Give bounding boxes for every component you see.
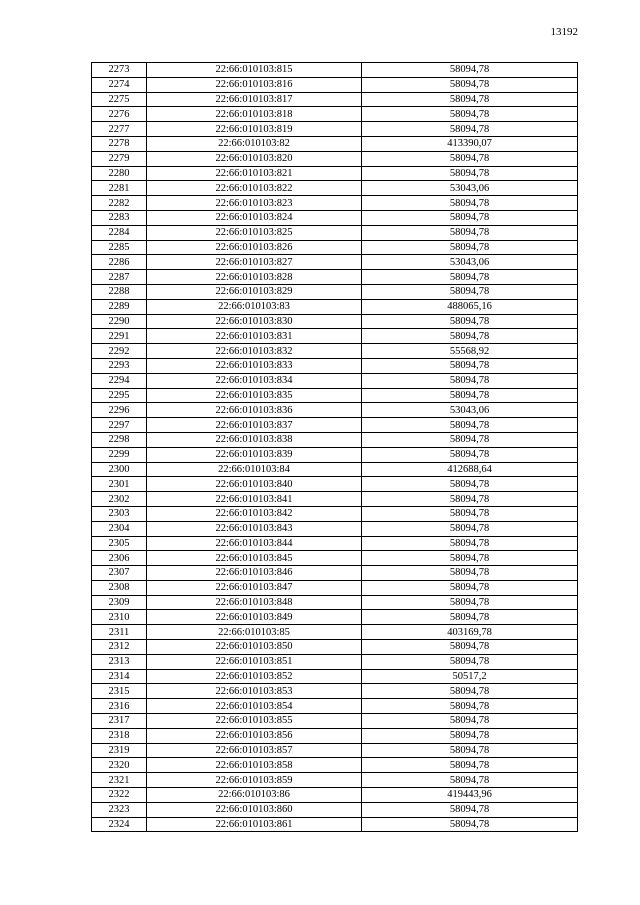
cadastral-number-cell: 22:66:010103:825 xyxy=(147,225,362,240)
cadastral-number-cell: 22:66:010103:818 xyxy=(147,107,362,122)
cadastral-value-cell: 58094,78 xyxy=(362,151,578,166)
table-row xyxy=(92,506,578,521)
row-number-cell: 2284 xyxy=(92,225,147,240)
row-number-cell: 2295 xyxy=(92,388,147,403)
row-number-cell: 2311 xyxy=(92,625,147,640)
cadastral-number-cell: 22:66:010103:854 xyxy=(147,699,362,714)
row-number-cell: 2289 xyxy=(92,299,147,314)
table-row xyxy=(92,714,578,729)
cadastral-number-cell: 22:66:010103:846 xyxy=(147,566,362,581)
cadastral-value-cell: 58094,78 xyxy=(362,240,578,255)
cadastral-value-cell: 58094,78 xyxy=(362,314,578,329)
cadastral-number-cell: 22:66:010103:824 xyxy=(147,210,362,225)
row-number-cell: 2298 xyxy=(92,432,147,447)
cadastral-value-cell: 58094,78 xyxy=(362,802,578,817)
cadastral-value-cell: 58094,78 xyxy=(362,817,578,832)
table-row xyxy=(92,551,578,566)
cadastral-value-cell: 58094,78 xyxy=(362,225,578,240)
table-row xyxy=(92,314,578,329)
cadastral-number-cell: 22:66:010103:816 xyxy=(147,77,362,92)
row-number-cell: 2288 xyxy=(92,284,147,299)
cadastral-value-cell: 58094,78 xyxy=(362,107,578,122)
row-number-cell: 2291 xyxy=(92,329,147,344)
row-number-cell: 2294 xyxy=(92,373,147,388)
table-row xyxy=(92,462,578,477)
cadastral-number-cell: 22:66:010103:833 xyxy=(147,358,362,373)
row-number-cell: 2312 xyxy=(92,640,147,655)
table-row xyxy=(92,640,578,655)
row-number-cell: 2283 xyxy=(92,210,147,225)
cadastral-value-cell: 58094,78 xyxy=(362,329,578,344)
cadastral-number-cell: 22:66:010103:859 xyxy=(147,773,362,788)
cadastral-number-cell: 22:66:010103:820 xyxy=(147,151,362,166)
table-row xyxy=(92,477,578,492)
row-number-cell: 2316 xyxy=(92,699,147,714)
row-number-cell: 2273 xyxy=(92,63,147,78)
table-row xyxy=(92,136,578,151)
table-row xyxy=(92,669,578,684)
cadastral-number-cell: 22:66:010103:838 xyxy=(147,432,362,447)
cadastral-number-cell: 22:66:010103:841 xyxy=(147,492,362,507)
cadastral-value-cell: 58094,78 xyxy=(362,714,578,729)
cadastral-value-cell: 58094,78 xyxy=(362,122,578,137)
table-row xyxy=(92,403,578,418)
cadastral-number-cell: 22:66:010103:839 xyxy=(147,447,362,462)
cadastral-value-cell: 53043,06 xyxy=(362,403,578,418)
cadastral-value-cell: 58094,78 xyxy=(362,551,578,566)
table-row xyxy=(92,625,578,640)
table-row xyxy=(92,240,578,255)
row-number-cell: 2309 xyxy=(92,595,147,610)
cadastral-value-cell: 58094,78 xyxy=(362,684,578,699)
row-number-cell: 2280 xyxy=(92,166,147,181)
table-row xyxy=(92,107,578,122)
cadastral-number-cell: 22:66:010103:85 xyxy=(147,625,362,640)
cadastral-number-cell: 22:66:010103:849 xyxy=(147,610,362,625)
table-row xyxy=(92,773,578,788)
row-number-cell: 2317 xyxy=(92,714,147,729)
cadastral-value-cell: 403169,78 xyxy=(362,625,578,640)
cadastral-value-cell: 55568,92 xyxy=(362,344,578,359)
cadastral-number-cell: 22:66:010103:845 xyxy=(147,551,362,566)
table-row xyxy=(92,151,578,166)
row-number-cell: 2282 xyxy=(92,196,147,211)
row-number-cell: 2319 xyxy=(92,743,147,758)
cadastral-value-cell: 58094,78 xyxy=(362,595,578,610)
row-number-cell: 2304 xyxy=(92,521,147,536)
table-row xyxy=(92,329,578,344)
row-number-cell: 2310 xyxy=(92,610,147,625)
table-row xyxy=(92,758,578,773)
table-row xyxy=(92,166,578,181)
cadastral-number-cell: 22:66:010103:84 xyxy=(147,462,362,477)
cadastral-number-cell: 22:66:010103:837 xyxy=(147,418,362,433)
table-row xyxy=(92,432,578,447)
table-row xyxy=(92,684,578,699)
cadastral-value-cell: 58094,78 xyxy=(362,358,578,373)
cadastral-number-cell: 22:66:010103:819 xyxy=(147,122,362,137)
cadastral-number-cell: 22:66:010103:829 xyxy=(147,284,362,299)
cadastral-number-cell: 22:66:010103:822 xyxy=(147,181,362,196)
cadastral-number-cell: 22:66:010103:848 xyxy=(147,595,362,610)
row-number-cell: 2292 xyxy=(92,344,147,359)
table-row xyxy=(92,566,578,581)
cadastral-value-cell: 58094,78 xyxy=(362,640,578,655)
cadastral-value-cell: 53043,06 xyxy=(362,181,578,196)
cadastral-number-cell: 22:66:010103:828 xyxy=(147,270,362,285)
table-row xyxy=(92,447,578,462)
row-number-cell: 2299 xyxy=(92,447,147,462)
cadastral-number-cell: 22:66:010103:855 xyxy=(147,714,362,729)
table-row xyxy=(92,536,578,551)
cadastral-number-cell: 22:66:010103:857 xyxy=(147,743,362,758)
table-row xyxy=(92,210,578,225)
row-number-cell: 2276 xyxy=(92,107,147,122)
table-row xyxy=(92,122,578,137)
cadastral-value-cell: 58094,78 xyxy=(362,432,578,447)
table-row xyxy=(92,299,578,314)
row-number-cell: 2287 xyxy=(92,270,147,285)
row-number-cell: 2324 xyxy=(92,817,147,832)
row-number-cell: 2302 xyxy=(92,492,147,507)
table-row xyxy=(92,388,578,403)
cadastral-number-cell: 22:66:010103:860 xyxy=(147,802,362,817)
row-number-cell: 2275 xyxy=(92,92,147,107)
table-row xyxy=(92,654,578,669)
cadastral-number-cell: 22:66:010103:861 xyxy=(147,817,362,832)
page-number: 13192 xyxy=(550,26,578,38)
table-row xyxy=(92,802,578,817)
cadastral-value-cell: 419443,96 xyxy=(362,788,578,803)
cadastral-number-cell: 22:66:010103:821 xyxy=(147,166,362,181)
cadastral-value-cell: 58094,78 xyxy=(362,566,578,581)
cadastral-value-cell: 58094,78 xyxy=(362,758,578,773)
row-number-cell: 2308 xyxy=(92,580,147,595)
cadastral-number-cell: 22:66:010103:856 xyxy=(147,728,362,743)
cadastral-number-cell: 22:66:010103:86 xyxy=(147,788,362,803)
table-row xyxy=(92,492,578,507)
row-number-cell: 2277 xyxy=(92,122,147,137)
cadastral-number-cell: 22:66:010103:851 xyxy=(147,654,362,669)
cadastral-value-cell: 58094,78 xyxy=(362,447,578,462)
cadastral-number-cell: 22:66:010103:847 xyxy=(147,580,362,595)
cadastral-number-cell: 22:66:010103:842 xyxy=(147,506,362,521)
cadastral-value-cell: 58094,78 xyxy=(362,477,578,492)
cadastral-value-table xyxy=(91,62,578,832)
row-number-cell: 2301 xyxy=(92,477,147,492)
cadastral-value-cell: 58094,78 xyxy=(362,699,578,714)
cadastral-number-cell: 22:66:010103:844 xyxy=(147,536,362,551)
cadastral-value-cell: 58094,78 xyxy=(362,580,578,595)
table-row xyxy=(92,699,578,714)
cadastral-value-cell: 412688,64 xyxy=(362,462,578,477)
row-number-cell: 2285 xyxy=(92,240,147,255)
row-number-cell: 2321 xyxy=(92,773,147,788)
cadastral-value-cell: 413390,07 xyxy=(362,136,578,151)
row-number-cell: 2303 xyxy=(92,506,147,521)
row-number-cell: 2322 xyxy=(92,788,147,803)
cadastral-value-cell: 488065,16 xyxy=(362,299,578,314)
row-number-cell: 2314 xyxy=(92,669,147,684)
table-row xyxy=(92,92,578,107)
cadastral-value-cell: 58094,78 xyxy=(362,388,578,403)
table-row xyxy=(92,521,578,536)
cadastral-value-cell: 58094,78 xyxy=(362,92,578,107)
table-row xyxy=(92,728,578,743)
row-number-cell: 2286 xyxy=(92,255,147,270)
cadastral-number-cell: 22:66:010103:836 xyxy=(147,403,362,418)
cadastral-number-cell: 22:66:010103:827 xyxy=(147,255,362,270)
row-number-cell: 2323 xyxy=(92,802,147,817)
cadastral-value-cell: 58094,78 xyxy=(362,373,578,388)
table-body xyxy=(92,63,578,832)
table-row xyxy=(92,418,578,433)
cadastral-number-cell: 22:66:010103:823 xyxy=(147,196,362,211)
table-row xyxy=(92,373,578,388)
cadastral-number-cell: 22:66:010103:82 xyxy=(147,136,362,151)
table-row xyxy=(92,358,578,373)
row-number-cell: 2305 xyxy=(92,536,147,551)
table-row xyxy=(92,63,578,78)
cadastral-value-cell: 58094,78 xyxy=(362,166,578,181)
cadastral-value-cell: 58094,78 xyxy=(362,284,578,299)
cadastral-number-cell: 22:66:010103:83 xyxy=(147,299,362,314)
table-row xyxy=(92,788,578,803)
cadastral-value-cell: 58094,78 xyxy=(362,536,578,551)
cadastral-value-cell: 58094,78 xyxy=(362,63,578,78)
table-row xyxy=(92,255,578,270)
cadastral-number-cell: 22:66:010103:835 xyxy=(147,388,362,403)
table-row xyxy=(92,181,578,196)
cadastral-value-cell: 58094,78 xyxy=(362,210,578,225)
cadastral-value-cell: 53043,06 xyxy=(362,255,578,270)
table-row xyxy=(92,284,578,299)
table-row xyxy=(92,595,578,610)
row-number-cell: 2300 xyxy=(92,462,147,477)
table-row xyxy=(92,743,578,758)
cadastral-value-cell: 50517,2 xyxy=(362,669,578,684)
cadastral-number-cell: 22:66:010103:834 xyxy=(147,373,362,388)
cadastral-value-cell: 58094,78 xyxy=(362,743,578,758)
row-number-cell: 2281 xyxy=(92,181,147,196)
cadastral-value-cell: 58094,78 xyxy=(362,270,578,285)
cadastral-number-cell: 22:66:010103:850 xyxy=(147,640,362,655)
row-number-cell: 2279 xyxy=(92,151,147,166)
row-number-cell: 2278 xyxy=(92,136,147,151)
row-number-cell: 2320 xyxy=(92,758,147,773)
row-number-cell: 2313 xyxy=(92,654,147,669)
cadastral-number-cell: 22:66:010103:826 xyxy=(147,240,362,255)
row-number-cell: 2297 xyxy=(92,418,147,433)
row-number-cell: 2307 xyxy=(92,566,147,581)
row-number-cell: 2315 xyxy=(92,684,147,699)
cadastral-value-cell: 58094,78 xyxy=(362,196,578,211)
row-number-cell: 2290 xyxy=(92,314,147,329)
cadastral-number-cell: 22:66:010103:817 xyxy=(147,92,362,107)
table-row xyxy=(92,270,578,285)
cadastral-value-cell: 58094,78 xyxy=(362,77,578,92)
row-number-cell: 2293 xyxy=(92,358,147,373)
cadastral-number-cell: 22:66:010103:815 xyxy=(147,63,362,78)
cadastral-number-cell: 22:66:010103:858 xyxy=(147,758,362,773)
cadastral-value-cell: 58094,78 xyxy=(362,492,578,507)
cadastral-number-cell: 22:66:010103:840 xyxy=(147,477,362,492)
cadastral-value-cell: 58094,78 xyxy=(362,521,578,536)
cadastral-value-cell: 58094,78 xyxy=(362,728,578,743)
row-number-cell: 2318 xyxy=(92,728,147,743)
table-row xyxy=(92,225,578,240)
table-row xyxy=(92,817,578,832)
row-number-cell: 2296 xyxy=(92,403,147,418)
cadastral-value-cell: 58094,78 xyxy=(362,773,578,788)
table-row xyxy=(92,580,578,595)
cadastral-number-cell: 22:66:010103:832 xyxy=(147,344,362,359)
cadastral-number-cell: 22:66:010103:830 xyxy=(147,314,362,329)
row-number-cell: 2274 xyxy=(92,77,147,92)
table-row xyxy=(92,610,578,625)
cadastral-number-cell: 22:66:010103:831 xyxy=(147,329,362,344)
row-number-cell: 2306 xyxy=(92,551,147,566)
table-row xyxy=(92,344,578,359)
cadastral-value-cell: 58094,78 xyxy=(362,418,578,433)
cadastral-number-cell: 22:66:010103:852 xyxy=(147,669,362,684)
cadastral-value-cell: 58094,78 xyxy=(362,654,578,669)
cadastral-value-cell: 58094,78 xyxy=(362,506,578,521)
cadastral-value-cell: 58094,78 xyxy=(362,610,578,625)
cadastral-number-cell: 22:66:010103:843 xyxy=(147,521,362,536)
table-row xyxy=(92,196,578,211)
cadastral-number-cell: 22:66:010103:853 xyxy=(147,684,362,699)
table-row xyxy=(92,77,578,92)
